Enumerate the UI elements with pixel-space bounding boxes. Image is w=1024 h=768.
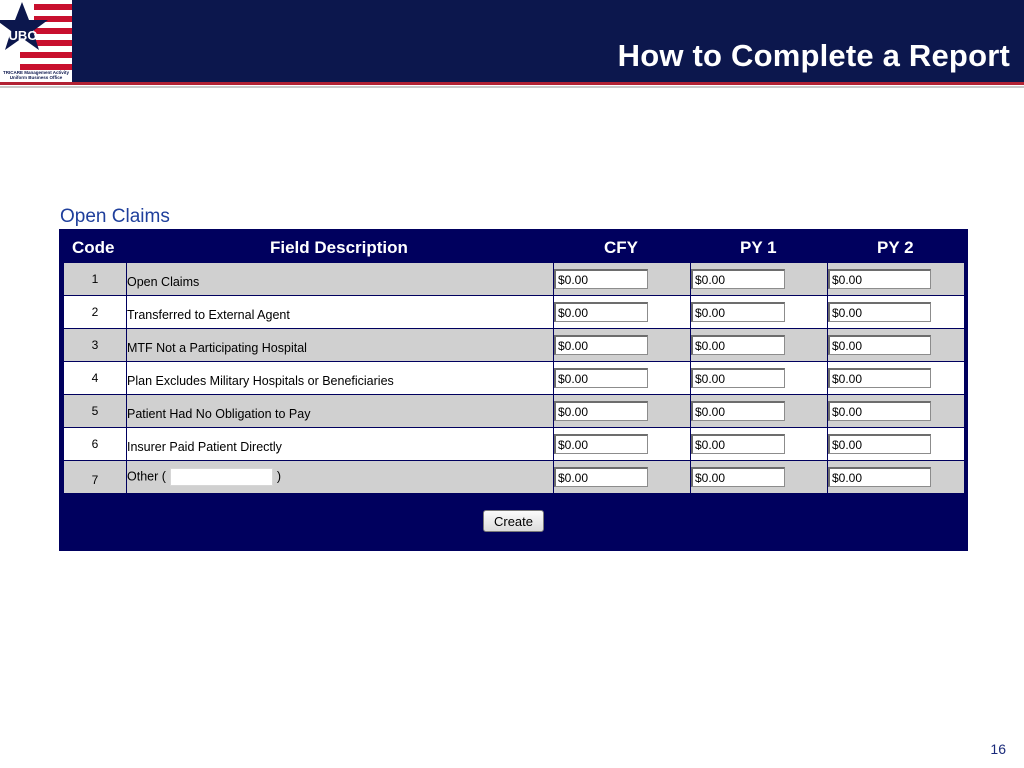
row-description: MTF Not a Participating Hospital: [127, 329, 554, 362]
slide-header: [0, 0, 1024, 82]
row-code: 7: [64, 461, 127, 494]
py2-input[interactable]: [828, 401, 931, 421]
row-description: Open Claims: [127, 263, 554, 296]
column-header-cfy: CFY: [604, 238, 638, 257]
column-header-code: Code: [72, 238, 115, 257]
table-row: [64, 329, 965, 362]
page-title: How to Complete a Report: [617, 38, 1010, 73]
header-divider-gray: [0, 86, 1024, 88]
cfy-input[interactable]: [554, 302, 648, 322]
py1-input[interactable]: [691, 401, 785, 421]
row-code: 4: [64, 362, 127, 395]
other-close-paren: ): [276, 469, 282, 484]
cfy-input[interactable]: [554, 401, 648, 421]
row-description: Patient Had No Obligation to Pay: [127, 395, 554, 428]
table-row: [64, 428, 965, 461]
py2-input[interactable]: [828, 269, 931, 289]
ubo-logo: [0, 0, 72, 82]
cfy-input[interactable]: [554, 269, 648, 289]
py1-input[interactable]: [691, 269, 785, 289]
py1-input[interactable]: [691, 467, 785, 487]
column-header-py2: PY 2: [877, 238, 914, 257]
py2-input[interactable]: [828, 368, 931, 388]
row-code: 3: [64, 329, 127, 362]
py2-input[interactable]: [828, 467, 931, 487]
table-row: [64, 263, 965, 296]
py1-input[interactable]: [691, 335, 785, 355]
row-code: 1: [64, 263, 127, 296]
row-code: 6: [64, 428, 127, 461]
cfy-input[interactable]: [554, 434, 648, 454]
row-description: Transferred to External Agent: [127, 296, 554, 329]
header-divider-red: [0, 82, 1024, 85]
other-open-paren: (: [161, 469, 166, 484]
row-description: Other ( ): [127, 461, 554, 494]
other-description-input[interactable]: [170, 468, 273, 486]
py2-input[interactable]: [828, 434, 931, 454]
py1-input[interactable]: [691, 368, 785, 388]
row-description: Insurer Paid Patient Directly: [127, 428, 554, 461]
table-row: [64, 395, 965, 428]
cfy-input[interactable]: [554, 467, 648, 487]
create-button[interactable]: Create: [483, 510, 544, 532]
row-description: Plan Excludes Military Hospitals or Beneficiaries: [127, 362, 554, 395]
logo-text: UBO: [8, 28, 38, 43]
py2-input[interactable]: [828, 335, 931, 355]
column-header-description: Field Description: [270, 238, 408, 257]
page-number: 16: [990, 741, 1006, 757]
section-title: Open Claims: [60, 206, 170, 227]
column-header-py1: PY 1: [740, 238, 777, 257]
cfy-input[interactable]: [554, 335, 648, 355]
table-row: [64, 296, 965, 329]
py1-input[interactable]: [691, 302, 785, 322]
logo-caption: TRICARE Management Activity Uniform Business Office: [2, 70, 70, 80]
py1-input[interactable]: [691, 434, 785, 454]
cfy-input[interactable]: [554, 368, 648, 388]
row-code: 5: [64, 395, 127, 428]
open-claims-table: [63, 262, 965, 494]
flag-star-icon: [0, 0, 72, 70]
row-code: 2: [64, 296, 127, 329]
py2-input[interactable]: [828, 302, 931, 322]
table-row: [64, 362, 965, 395]
table-row: [64, 461, 965, 494]
